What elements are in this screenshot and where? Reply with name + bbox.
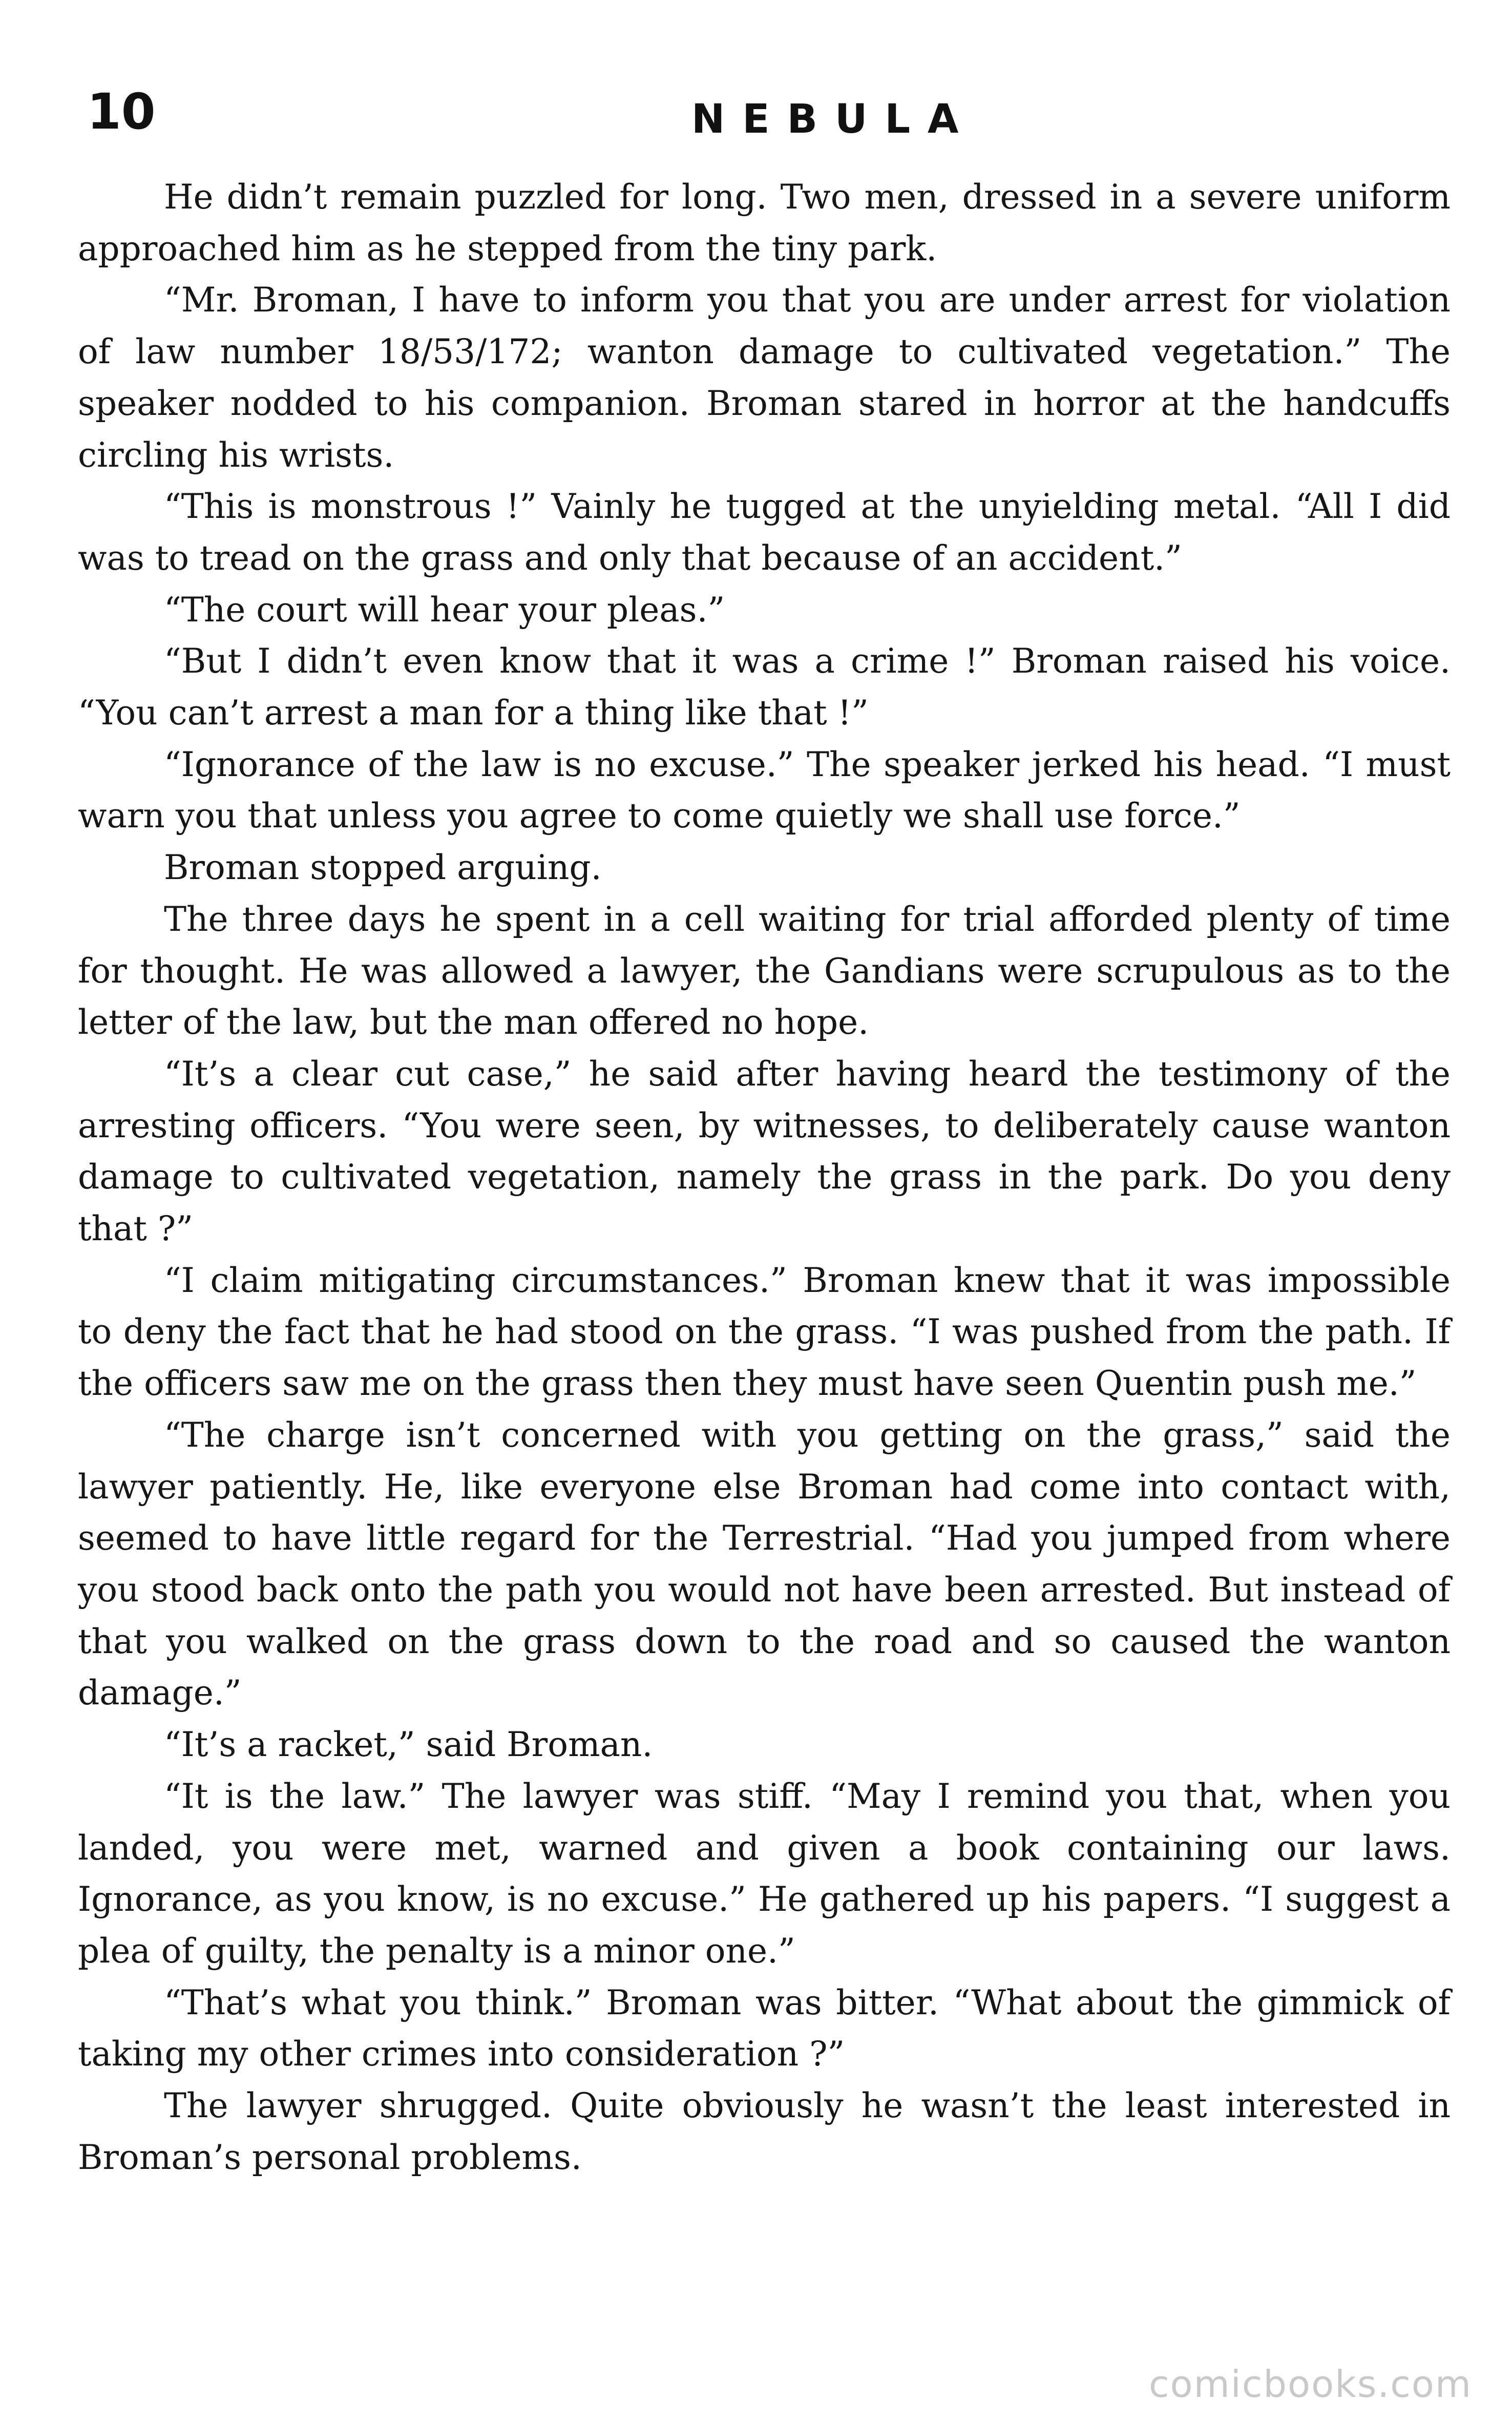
body-text [78,172,1451,2183]
page-number: 10 [87,83,156,140]
paragraph: “Mr. Broman, I have to inform you that you are under arrest for violation of law number 18/53/172; wanton damage to cultivated vegetation.” The speaker nodded to his companion. Broman stared in horror at the handcuffs circling his wrists. [78,280,1451,475]
paragraph: “This is monstrous !” Vainly he tugged at the unyielding metal. “All I did was to tread on the grass and only that because of an accident.” [78,487,1451,578]
paragraph: Broman stopped arguing. [164,848,602,888]
paragraph: He didn’t remain puzzled for long. Two men, dressed in a severe uniform approached him as he stepped from the tiny park. [78,177,1451,268]
paragraph: “It is the law.” The lawyer was stiff. “May I remind you that, when you landed, you were met, warned and given a book containing our laws. Ignorance, as you know, is no excuse.” He gathered up his papers. “I suggest a plea of guilty, the penalty is a minor one.” [78,1776,1451,1971]
page-header [77,77,1450,164]
paragraph: “But I didn’t even know that it was a crime !” Broman raised his voice. “You can’t arrest a man for a thing like that !” [78,641,1451,733]
paragraph: The lawyer shrugged. Quite obviously he wasn’t the least interested in Broman’s personal problems. [78,2086,1451,2177]
paragraph: “It’s a clear cut case,” he said after having heard the testimony of the arresting officers. “You were seen, by witnesses, to deliberately cause wanton damage to cultivated vegetation, namely the grass in the park. Do you deny that ?” [78,1054,1451,1249]
watermark: comicbooks.com [1148,2363,1472,2406]
paragraph: “The court will hear your pleas.” [164,590,725,630]
paragraph: “It’s a racket,” said Broman. [164,1725,653,1765]
paragraph: “Ignorance of the law is no excuse.” The speaker jerked his head. “I must warn you that unless you agree to come quietly we shall use force.” [78,744,1451,836]
paragraph: “That’s what you think.” Broman was bitter. “What about the gimmick of taking my other crimes into consideration ?” [78,1982,1451,2074]
paragraph: The three days he spent in a cell waiting for trial afforded plenty of time for thought. He was allowed a lawyer, the Gandians were scrupulous as to the letter of the law, but the man offered no hope. [78,899,1451,1042]
running-title: NEBULA [691,96,976,142]
paragraph: “I claim mitigating circumstances.” Broman knew that it was impossible to deny the fact that he had stood on the grass. “I was pushed from the path. If the officers saw me on the grass then they must have seen Quentin push me.” [78,1260,1451,1404]
paragraph: “The charge isn’t concerned with you getting on the grass,” said the lawyer patiently. He, like everyone else Broman had come into contact with, seemed to have little regard for the Terrestrial. “Had you jumped from where you stood back onto the path you would not have been arrested. But instead of that you walked on the grass down to the road and so caused the wanton damage.” [78,1415,1451,1713]
